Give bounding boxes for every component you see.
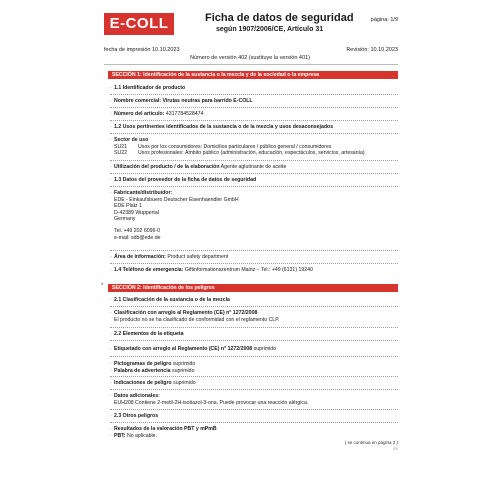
sector-of-use: · Sector de uso SU21 Usos por los consumidores: Domicilios particulares / público general / consumidores SU22 Usos profesionales: Ámbito público (administración, educación, espectáculos, servicios, artesanía) — [110, 137, 398, 157]
supplier-heading: · 1.3 Datos del proveedor de la ficha de datos de seguridad — [110, 177, 257, 183]
bullet-icon: · — [110, 124, 112, 130]
pictograms-signal: · Pictogramas de peligro suprimido · Palabra de advertencia suprimido — [110, 361, 196, 374]
bullet-icon: · — [110, 137, 112, 143]
bullet-icon: · — [110, 297, 112, 303]
bullet-icon: · — [110, 380, 112, 386]
divider — [110, 120, 398, 121]
address-line: EDE - Einkaufsbuero Deutscher Eisenhaendler GmbH — [114, 196, 239, 203]
labelling: · Etiquetado con arreglo al Reglamento (CE) n° 1272/2008 suprimido — [110, 346, 277, 352]
sector-row: SU22 Usos profesionales: Ámbito público (administración, educación, espectáculos, servicios, artesanía) — [114, 150, 365, 157]
bullet-icon: · — [110, 177, 112, 183]
bullet-icon: · — [110, 361, 112, 367]
information-area: · Área de información: Product safety department — [110, 254, 229, 260]
section-1-heading: SECCIÓN 1: Identificación de la sustancia o la mezcla y de la sociedad o la empresa — [108, 71, 398, 79]
address-line: EDE Platz 1 — [114, 203, 142, 210]
divider — [110, 263, 398, 264]
address-line: D-42389 Wuppertal — [114, 209, 159, 216]
bullet-icon: · — [110, 111, 112, 117]
label-elements-heading: · 2.2 Elementos de la etiqueta — [110, 331, 184, 337]
document-subtitle: según 1907/2006/CE, Artículo 31 — [216, 26, 324, 33]
brand-logo: E-COLL — [104, 13, 174, 35]
clp-classification: · Clasificación con arreglo al Reglamento (CE) n° 1272/2008 El producto no se ha clasificado de conformidad con el reglamento CLP. — [110, 310, 280, 323]
divider — [110, 389, 398, 390]
bullet-icon: · — [110, 426, 112, 432]
bullet-icon: · — [110, 393, 112, 399]
divider — [110, 107, 398, 108]
divider — [110, 133, 398, 134]
bullet-icon: · — [110, 413, 112, 419]
divider — [110, 340, 398, 341]
email: e-mail: sdb@ede.de — [114, 234, 161, 241]
manufacturer-block: · Fabricante/distribuidor: EDE - Einkaufsbuero Deutscher Eisenhaendler GmbH EDE Platz 1 D-42389 Wuppertal Germany Tel. +49 202 6096-0 e-mail: sdb@ede.de — [110, 190, 398, 241]
print-date: fecha de impresión 10.10.2023 — [104, 47, 180, 53]
bullet-icon: · — [110, 85, 112, 91]
bullet-icon: · — [110, 254, 112, 260]
bullet-icon: · — [110, 267, 112, 273]
hazard-statements: · Indicaciones de peligro suprimido — [110, 380, 196, 386]
change-marker: * — [101, 283, 104, 289]
bullet-icon: · — [110, 346, 112, 352]
divider — [110, 327, 398, 328]
section-2-heading: SECCIÓN 2: Identificación de los peligros — [108, 284, 398, 292]
product-identifier-heading: · 1.1 Identificador de producto — [110, 85, 186, 91]
product-use: · Utilización del producto / de la elaboración Agente aglutinante de aceite — [110, 164, 287, 170]
sector-row: SU21 Usos por los consumidores: Domicilios particulares / público general / consumidores — [114, 143, 332, 150]
article-number: · Número del artículo: 4317784528474 — [110, 111, 204, 117]
bullet-icon: · — [110, 190, 112, 196]
divider — [110, 409, 398, 410]
bullet-icon: · — [110, 367, 112, 374]
pbt-assessment: · Resultados de la valoración PBT y mPmB · PBT: No aplicable. — [110, 426, 217, 439]
bullet-icon: · — [110, 164, 112, 170]
additional-data: · Datos adicionales: EUH208 Contiene 2-metil-2H-isotiazol-3-ona. Puede provocar una reacción alérgica. — [110, 393, 309, 406]
divider — [110, 422, 398, 423]
revision-date: Revisión: 10.10.2023 — [346, 47, 398, 53]
trade-name: · Nombre comercial: Virutas neutras para barrido E-COLL — [110, 98, 253, 104]
relevant-uses-heading: · 1.2 Usos pertinentes identificados de la sustancia o de la mezcla y usos desaconsejados — [110, 124, 334, 130]
bullet-icon: · — [110, 98, 112, 104]
other-hazards-heading: · 2.3 Otros peligros — [110, 413, 159, 419]
divider — [110, 306, 398, 307]
address-line: Germany — [114, 216, 136, 223]
divider — [110, 94, 398, 95]
bullet-icon: · — [110, 310, 112, 316]
divider — [110, 186, 398, 187]
bullet-icon: · — [110, 432, 112, 439]
classification-heading: · 2.1 Clasificación de la sustancia o de la mezcla — [110, 297, 230, 303]
divider — [110, 173, 398, 174]
language-code: ES — [393, 447, 398, 451]
phone: Tel. +49 202 6096-0 — [114, 227, 161, 234]
divider — [110, 356, 398, 357]
document-title: Ficha de datos de seguridad — [205, 12, 354, 24]
divider — [110, 376, 398, 377]
bullet-icon: · — [110, 331, 112, 337]
divider — [110, 160, 398, 161]
version-number: Número de versión 402 (sustituye la versión 401) — [190, 55, 310, 61]
divider — [110, 250, 398, 251]
continued-note: ( se continua en página 2 ) — [344, 440, 398, 445]
page-number: página: 1/9 — [370, 17, 398, 23]
emergency-phone: · 1.4 Teléfono de emergencia: Giftinformationszentrum Mainz – Tel.: +49 (6131) 19240 — [110, 267, 313, 273]
header-divider — [104, 64, 398, 65]
